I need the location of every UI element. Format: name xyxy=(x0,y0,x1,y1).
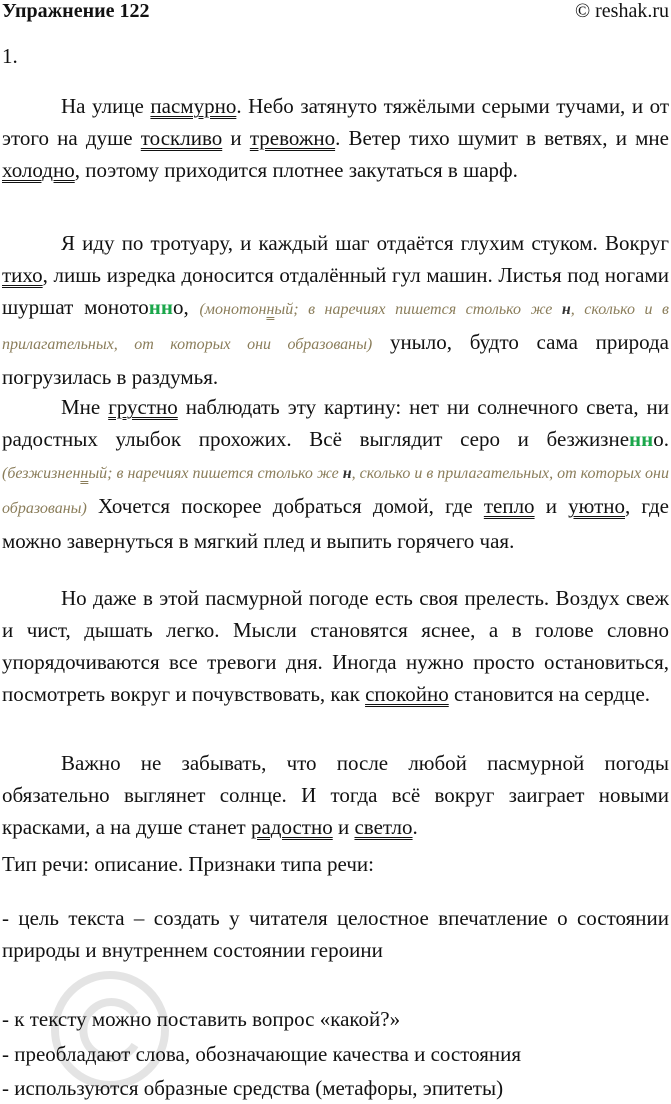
adverb-highlight: спокойно xyxy=(365,682,449,706)
task-number: 1. xyxy=(2,44,18,68)
adverb-highlight: радостно xyxy=(250,815,333,839)
adverb-highlight: холодно xyxy=(2,158,75,182)
nn-highlight: нн xyxy=(148,295,173,319)
adverb-highlight: пасмурно xyxy=(150,94,237,118)
sign-item: - преобладают слова, обозначающие качества и состояния xyxy=(2,1042,522,1066)
adverb-highlight: грустно xyxy=(108,395,178,419)
spelling-note: (монотонный; в наречиях пишется столько же н, сколько и в прилагательных, от которых они образованы) xyxy=(2,301,670,353)
spelling-note: (безжизненный; в наречиях пишется столько же н, сколько и в прилагательных, от которых они образованы) xyxy=(2,465,669,517)
paragraph-1: На улице пасмурно. Небо затянуто тяжёлыми серыми тучами, и от этого на душе тоскливо и тревожно. Ветер тихо шумит в ветвях, и мне холодно, поэтому приходится плотнее закутаться в шарф. xyxy=(2,94,670,182)
adverb-highlight: тревожно xyxy=(249,126,336,150)
paragraph-5: Важно не забывать, что после любой пасмурной погоды обязательно выглянет солнце. И тогда всё вокруг заиграет новыми красками, а на душе станет радостно и светло. xyxy=(2,751,669,839)
header xyxy=(0,0,671,24)
adverb-highlight: тоскливо xyxy=(140,126,223,150)
paragraph-4: Но даже в этой пасмурной погоде есть своя прелесть. Воздух свеж и чист, дышать легко. Мысли становятся яснее, а в голове словно упорядочиваются все тревоги дня. Иногда нужно просто остановиться, посмотреть вокруг и почувствовать, как спокойно становится на сердце. xyxy=(2,586,669,706)
sign-item: - используются образные средства (метафоры, эпитеты) xyxy=(2,1076,504,1100)
adverb-highlight: светло xyxy=(354,815,413,839)
adverb-highlight: тихо xyxy=(2,263,43,287)
adverb-highlight: уютно xyxy=(568,494,625,518)
paragraph-3: Мне грустно наблюдать эту картину: нет ни солнечного света, ни радостных улыбок прохожих. Всё выглядит серо и безжизненно. (безжизненный; в наречиях пишется столько же н, сколько и в прилагательных, от которых они образованы) Хочется поскорее добраться домой, где тепло и уютно, где можно завернуться в мягкий плед и выпить горячего чая. xyxy=(2,395,670,553)
nn-highlight: нн xyxy=(629,427,654,451)
site-credit: © reshak.ru xyxy=(574,0,669,22)
sign-item: - к тексту можно поставить вопрос «какой?» xyxy=(2,1007,401,1031)
speech-type: Тип речи: описание. Признаки типа речи: xyxy=(2,852,374,876)
paragraph-2: Я иду по тротуару, и каждый шаг отдаётся глухим стуком. Вокруг тихо, лишь изредка доносится отдалённый гул машин. Листья под ногами шуршат монотонно, (монотонный; в наречиях пишется столько же н, сколько и в прилагательных, от которых они образованы) уныло, будто сама природа погрузилась в раздумья. xyxy=(2,231,670,389)
exercise-title: Упражнение 122 xyxy=(2,0,150,22)
adverb-highlight: тепло xyxy=(483,494,535,518)
sign-item: - цель текста – создать у читателя целостное впечатление о состоянии природы и внутреннем состоянии героини xyxy=(2,906,669,962)
